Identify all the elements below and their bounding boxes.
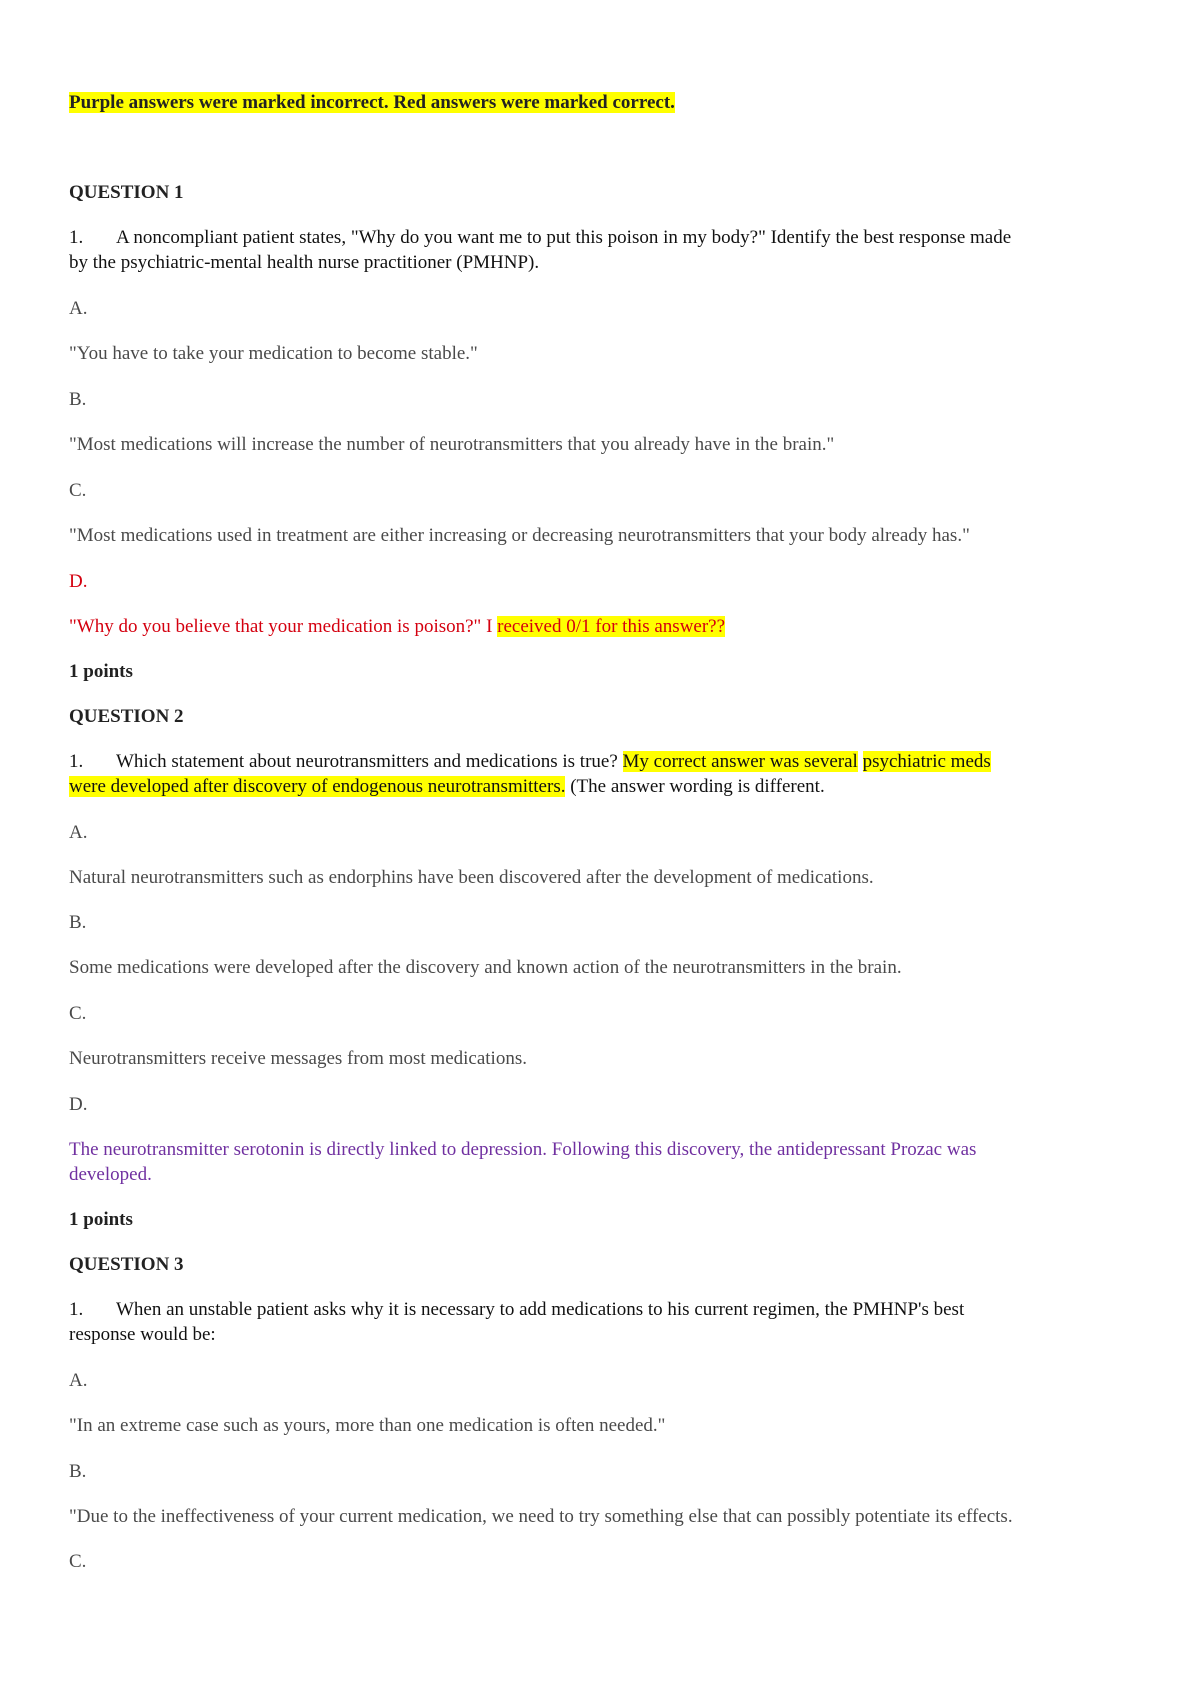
question-1-option-b-text: "Most medications will increase the number of neurotransmitters that you already have in the brain.": [69, 434, 835, 455]
question-3-heading: QUESTION 3: [69, 1254, 184, 1275]
question-1-stem-text-1: A noncompliant patient states, "Why do you want me to put this poison in my body?" Identify the best response made: [116, 227, 1012, 248]
question-1-option-d-label: D.: [69, 571, 88, 592]
question-3-option-a-text: "In an extreme case such as yours, more than one medication is often needed.": [69, 1415, 666, 1436]
question-1-stem-line-1: [69, 225, 1129, 250]
question-2-option-d-text-1: The neurotransmitter serotonin is directly linked to depression. Following this discovery, the antidepressant Prozac was: [69, 1139, 977, 1160]
question-2-option-d-text-2: developed.: [69, 1164, 152, 1185]
question-1-stem-line-2: by the psychiatric-mental health nurse practitioner (PMHNP).: [69, 252, 540, 273]
question-1-option-c-text: "Most medications used in treatment are either increasing or decreasing neurotransmitters that your body already has.": [69, 525, 970, 546]
question-2-heading: QUESTION 2: [69, 706, 184, 727]
question-2-option-a-text: Natural neurotransmitters such as endorphins have been discovered after the development of medications.: [69, 867, 874, 888]
question-2-points: 1 points: [69, 1209, 133, 1230]
question-2-option-d-label: D.: [69, 1094, 88, 1115]
question-1-option-a-label: A.: [69, 298, 88, 319]
question-3-stem-line-1: [69, 1297, 1129, 1322]
question-2-stem-text: Which statement about neurotransmitters and medications is true?: [116, 751, 623, 772]
question-2-option-c-text: Neurotransmitters receive messages from most medications.: [69, 1048, 527, 1069]
question-1-option-a-text: "You have to take your medication to become stable.": [69, 343, 478, 364]
question-3-option-b-label: B.: [69, 1461, 87, 1482]
question-1-option-b-label: B.: [69, 389, 87, 410]
question-3-option-c-label: C.: [69, 1551, 87, 1572]
legend-banner: [69, 90, 1129, 115]
legend-banner-text: Purple answers were marked incorrect. Red answers were marked correct.: [69, 92, 675, 113]
question-2-option-c-label: C.: [69, 1003, 87, 1024]
question-1-number: 1.: [69, 227, 84, 248]
question-1-option-d-text: "Why do you believe that your medication is poison?" I: [69, 616, 498, 637]
question-2-stem-note-3: were developed after discovery of endogenous neurotransmitters.: [69, 776, 566, 797]
question-1-points: 1 points: [69, 661, 133, 682]
question-2-option-b-text: Some medications were developed after the discovery and known action of the neurotransmitters in the brain.: [69, 957, 902, 978]
question-2-number: 1.: [69, 751, 84, 772]
question-3-stem-line-2: response would be:: [69, 1324, 216, 1345]
question-1-heading: QUESTION 1: [69, 182, 184, 203]
question-1-option-c-label: C.: [69, 480, 87, 501]
question-2-stem-note-1: My correct answer was several: [622, 751, 858, 772]
question-1-option-d-note: received 0/1 for this answer??: [497, 616, 726, 637]
question-3-stem-text-1: When an unstable patient asks why it is necessary to add medications to his current regimen, the PMHNP's best: [116, 1299, 965, 1320]
question-2-stem-line-1: [69, 749, 1129, 774]
question-1-option-d-line: [69, 614, 1129, 639]
question-2-option-a-label: A.: [69, 822, 88, 843]
question-2-option-b-label: B.: [69, 912, 87, 933]
question-3-option-b-text: "Due to the ineffectiveness of your current medication, we need to try something else that can possibly potentiate its effects.: [69, 1506, 1013, 1527]
question-3-option-a-label: A.: [69, 1370, 88, 1391]
question-3-number: 1.: [69, 1299, 84, 1320]
question-2-stem-tail: (The answer wording is different.: [565, 776, 825, 797]
question-2-stem-line-2: [69, 774, 1129, 799]
question-2-stem-note-2: psychiatric meds: [862, 751, 991, 772]
